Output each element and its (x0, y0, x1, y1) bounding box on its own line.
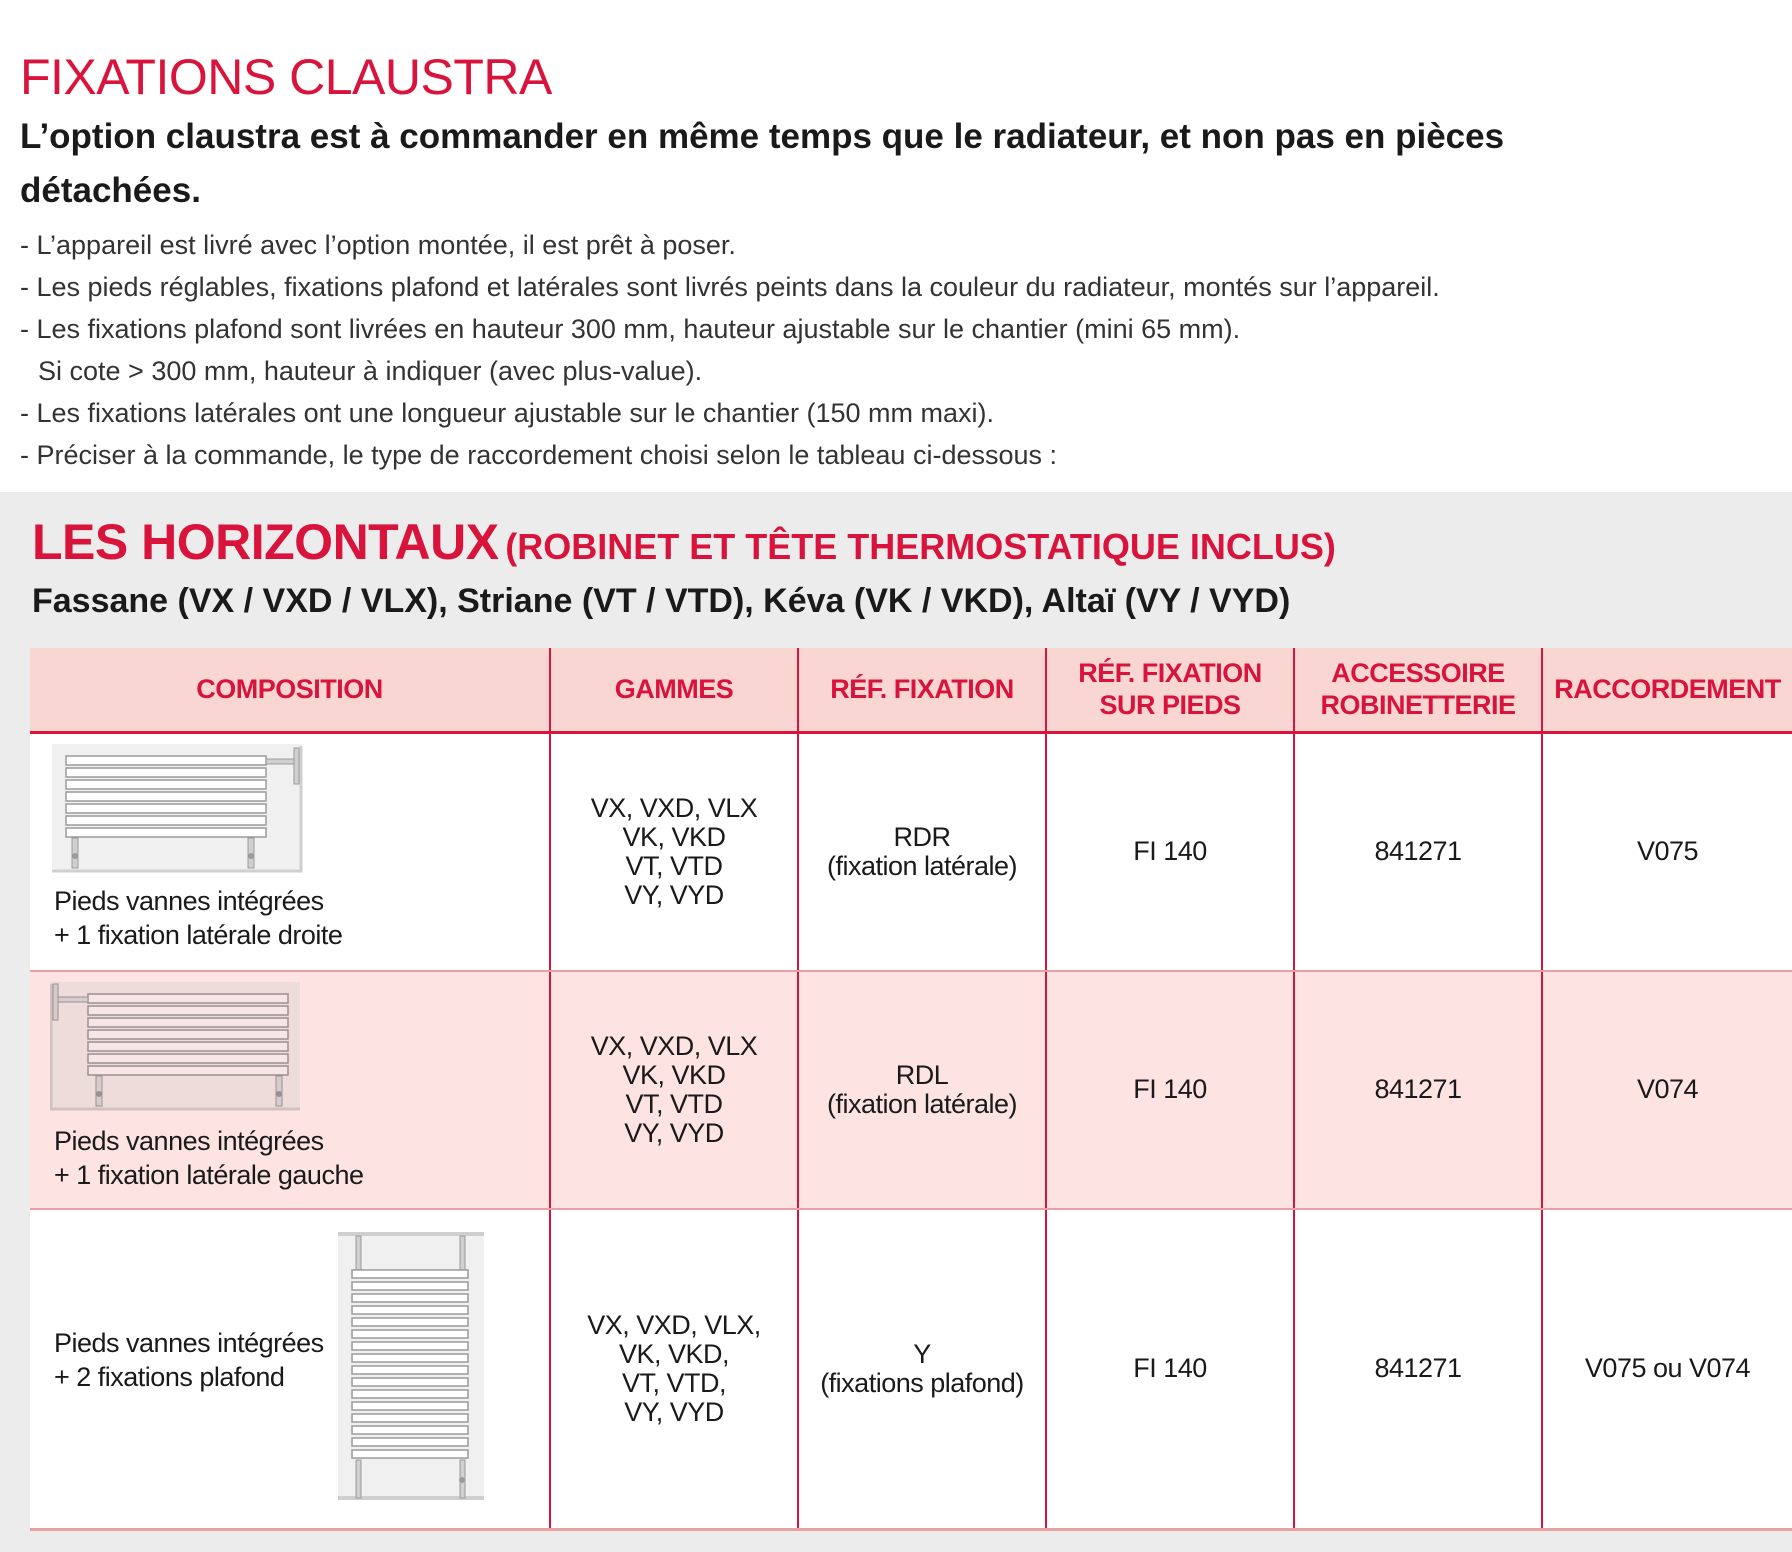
gamme-line: VT, VTD (625, 850, 723, 881)
claustra-section (0, 0, 1792, 492)
composition-line: Pieds vannes intégrées (54, 1327, 324, 1358)
cell-raccordement: V075 ou V074 (1542, 1209, 1792, 1530)
bullet-item: - Les fixations latérales ont une longueur ajustable sur le chantier (150 mm maxi). (20, 398, 994, 428)
fixation-table (30, 648, 1792, 1531)
header-ref-fixation-pieds (1046, 648, 1294, 732)
composition-line: + 2 fixations plafond (54, 1361, 285, 1392)
bullet-item: - Les fixations plafond sont livrées en hauteur 300 mm, hauteur ajustable sur le chantier (mini 65 mm). (20, 314, 1241, 344)
table-row (30, 732, 1792, 971)
section-title-main: LES HORIZONTAUX (32, 514, 499, 570)
bullet-item: - Préciser à la commande, le type de raccordement choisi selon le tableau ci-dessous : (20, 440, 1058, 470)
cell-composition (30, 1209, 550, 1530)
cell-ref-pieds: FI 140 (1046, 732, 1294, 971)
cell-accessoire: 841271 (1294, 1209, 1542, 1530)
lead-text: L’option claustra est à commander en même temps que le radiateur, et non pas en pièces détachées. (20, 117, 1505, 210)
header-line: RÉF. FIXATION (1078, 658, 1262, 689)
table-row (30, 971, 1792, 1209)
header-line: SUR PIEDS (1099, 690, 1241, 721)
header-line: ROBINETTERIE (1320, 690, 1516, 721)
header-ref-fixation: RÉF. FIXATION (798, 648, 1046, 732)
gamme-line: VY, VYD (624, 1396, 724, 1427)
gamme-line: VK, VKD (622, 1059, 726, 1090)
cell-raccordement: V074 (1542, 971, 1792, 1209)
radiator-right-bracket-illustration (52, 744, 322, 874)
header-accessoire (1294, 648, 1542, 732)
bullet-item: - Les pieds réglables, fixations plafond et latérales sont livrés peints dans la couleur du radiateur, montés sur l’appareil. (20, 272, 1440, 302)
cell-raccordement: V075 (1542, 732, 1792, 971)
header-gammes: GAMMES (550, 648, 798, 732)
cell-composition (30, 732, 550, 971)
section-title-suffix: (ROBINET ET TÊTE THERMOSTATIQUE INCLUS) (505, 526, 1336, 567)
cell-gammes (550, 732, 798, 971)
ref-note: (fixation latérale) (826, 1088, 1018, 1119)
gamme-line: VK, VKD, (618, 1338, 730, 1369)
cell-accessoire: 841271 (1294, 732, 1542, 971)
horizontaux-section (0, 492, 1792, 1552)
radiator-left-bracket-illustration (50, 982, 320, 1114)
radiator-ceiling-bracket-illustration (338, 1232, 488, 1502)
composition-line: Pieds vannes intégrées (54, 885, 324, 916)
gamme-line: VT, VTD (625, 1088, 723, 1119)
cell-ref-pieds: FI 140 (1046, 971, 1294, 1209)
bullet-item: - L’appareil est livré avec l’option montée, il est prêt à poser. (20, 230, 736, 260)
cell-ref-pieds: FI 140 (1046, 1209, 1294, 1530)
header-raccordement: RACCORDEMENT (1542, 648, 1792, 732)
gamme-line: VX, VXD, VLX (590, 1030, 758, 1061)
header-line: ACCESSOIRE (1331, 658, 1505, 689)
gamme-line: VK, VKD (622, 821, 726, 852)
gamme-line: VY, VYD (624, 1117, 724, 1148)
gamme-line: VX, VXD, VLX, (587, 1309, 761, 1340)
gamme-line: VX, VXD, VLX (590, 792, 758, 823)
cell-accessoire: 841271 (1294, 971, 1542, 1209)
ref-note: (fixations plafond) (820, 1367, 1024, 1398)
composition-line: + 1 fixation latérale gauche (54, 1159, 364, 1190)
table-header-row (30, 648, 1792, 732)
page-title: FIXATIONS CLAUSTRA (20, 49, 552, 105)
ref-code: RDR (893, 821, 951, 852)
cell-ref-fixation (798, 971, 1046, 1209)
cell-composition (30, 971, 550, 1209)
composition-label (54, 884, 342, 952)
cell-ref-fixation (798, 732, 1046, 971)
table-row (30, 1209, 1792, 1530)
cell-gammes (550, 971, 798, 1209)
section-title (32, 512, 1792, 582)
bullet-list (20, 224, 1772, 476)
ref-note: (fixation latérale) (826, 850, 1018, 881)
cell-ref-fixation (798, 1209, 1046, 1530)
composition-line: Pieds vannes intégrées (54, 1125, 324, 1156)
bullet-item-continued: Si cote > 300 mm, hauteur à indiquer (avec plus-value). (38, 356, 703, 386)
ref-code: Y (913, 1338, 931, 1369)
composition-line: + 1 fixation latérale droite (54, 919, 343, 950)
ref-code: RDL (895, 1059, 949, 1090)
section-subtitle: Fassane (VX / VXD / VLX), Striane (VT / VTD), Kéva (VK / VKD), Altaï (VY / VYD) (32, 582, 1291, 620)
gamme-line: VY, VYD (624, 879, 724, 910)
cell-gammes (550, 1209, 798, 1530)
header-composition: COMPOSITION (30, 648, 550, 732)
gamme-line: VT, VTD, (621, 1367, 726, 1398)
composition-label (54, 1326, 324, 1394)
composition-label (54, 1124, 363, 1192)
